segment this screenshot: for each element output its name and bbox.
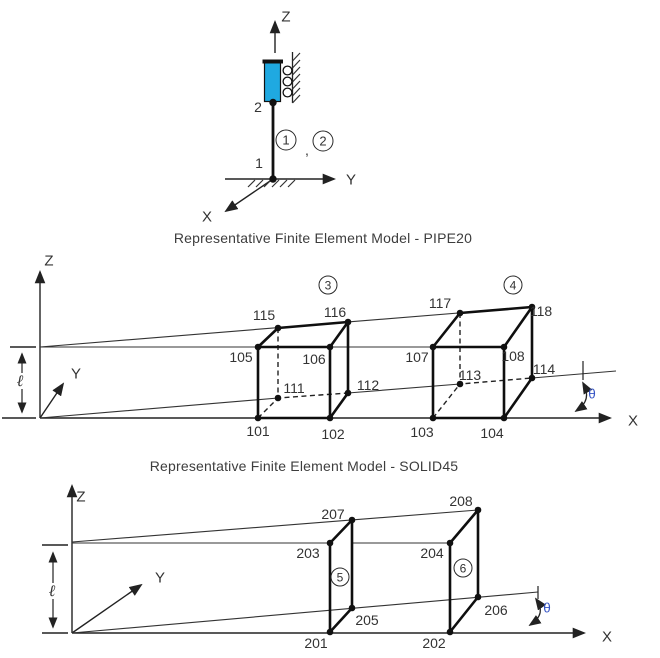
bottom-x-axis-label: X: [601, 628, 613, 646]
node-label-208: 208: [449, 493, 473, 509]
bottom-length-symbol: ℓ: [48, 581, 56, 600]
node-label-206: 206: [484, 602, 508, 618]
bottom-theta-symbol: θ: [543, 600, 551, 616]
roller-circles: [283, 66, 292, 97]
pipe20-z-axis-label: Z: [281, 8, 291, 26]
solid45-z-axis-label: Z: [44, 252, 54, 270]
theta-arc-bottom: [530, 599, 540, 625]
node-label-117: 117: [428, 295, 452, 311]
node-label-108: 108: [501, 348, 525, 364]
solid45-theta-symbol: θ: [588, 386, 596, 402]
element-badge-3: 3: [319, 276, 338, 295]
node-label-112: 112: [356, 377, 380, 393]
solid45-length-symbol: ℓ: [16, 371, 24, 390]
pipe20-x-axis-label: X: [201, 208, 213, 226]
node-label-107: 107: [405, 349, 429, 365]
node-label-101: 101: [246, 423, 270, 439]
node-label-114: 114: [532, 361, 556, 377]
node-label-115: 115: [252, 307, 276, 323]
element-badge-1: 1: [276, 130, 297, 151]
element-badge-2: 2: [313, 131, 334, 152]
node-label-104: 104: [480, 425, 504, 441]
pipe20-y-axis-label: Y: [345, 171, 357, 189]
node-label-202: 202: [422, 635, 446, 651]
node-label-103: 103: [410, 424, 434, 440]
wall-hatch: [293, 53, 301, 103]
bottom-z-axis-label: Z: [76, 488, 86, 506]
solid45-y-axis: [40, 384, 63, 418]
node-label-205: 205: [355, 612, 379, 628]
solid45-geometry: [2, 272, 616, 421]
element-badge-6: 6: [454, 559, 473, 578]
node-label-207: 207: [321, 506, 345, 522]
node-label-113: 113: [458, 367, 482, 383]
node-label-102: 102: [321, 426, 345, 442]
solid45-x-axis-label: X: [627, 412, 639, 430]
pipe20-caption: Representative Finite Element Model - PIPE20: [173, 230, 473, 246]
element-badge-5: 5: [331, 568, 350, 587]
node-label-1: 1: [255, 155, 263, 171]
node-label-118: 118: [529, 303, 553, 319]
node-label-111: 111: [283, 380, 305, 396]
theta-arc: [576, 383, 587, 411]
node-label-116: 116: [323, 304, 347, 320]
node-label-203: 203: [296, 545, 320, 561]
fixture-rect: [265, 62, 281, 102]
bottom-y-axis-label: Y: [154, 569, 166, 587]
element-separator: ,: [305, 142, 309, 158]
element-badge-4: 4: [504, 276, 523, 295]
node-label-204: 204: [420, 545, 444, 561]
node-label-201: 201: [304, 635, 328, 651]
solid45-y-axis-label: Y: [70, 365, 82, 383]
pipe20-geometry: [225, 22, 334, 211]
node-label-2: 2: [254, 99, 262, 115]
solid45-node-dots: [252, 304, 536, 422]
pipe20-x-axis: [226, 179, 273, 211]
node-label-106: 106: [302, 351, 326, 367]
node-label-105: 105: [229, 349, 253, 365]
bottom-y-axis: [72, 585, 141, 633]
solid45-caption: Representative Finite Element Model - SOLID45: [149, 458, 459, 474]
